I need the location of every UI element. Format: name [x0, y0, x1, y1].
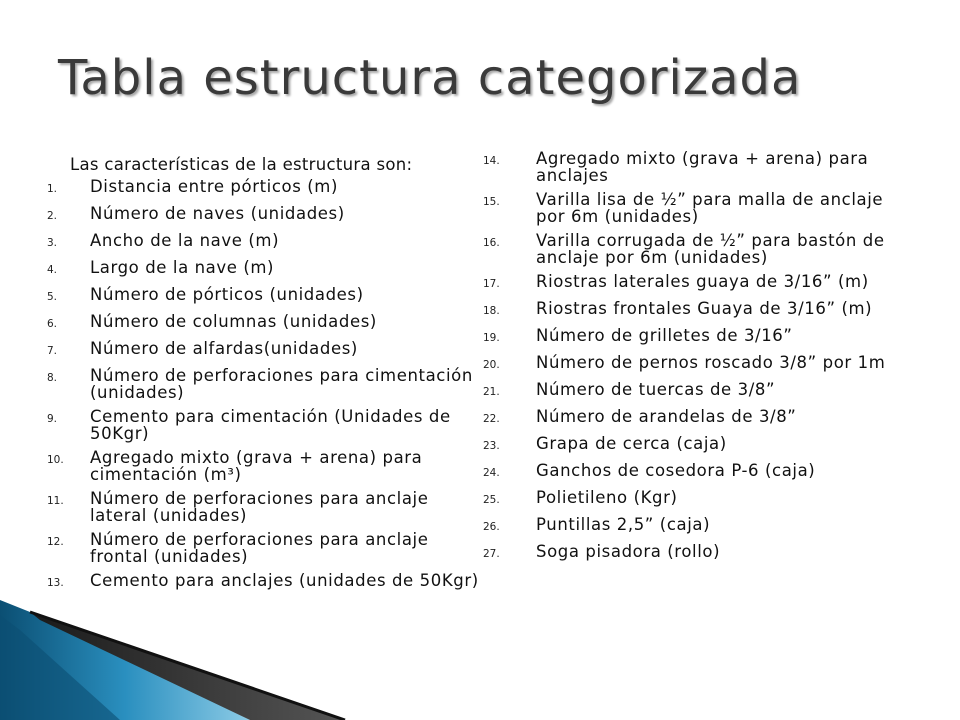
item-text: Número de pernos roscado 3/8” por 1m	[536, 353, 886, 372]
item-text: Número de perforaciones para anclaje frontal (unidades)	[90, 530, 429, 566]
list-item	[478, 462, 918, 482]
left-item-list	[40, 178, 480, 592]
list-item	[40, 490, 480, 524]
item-number: 8.	[47, 372, 58, 384]
item-number: 9.	[47, 413, 58, 425]
item-text: Cemento para anclajes (unidades de 50Kgr)	[90, 571, 479, 590]
intro-text: Las características de la estructura son:	[70, 155, 413, 174]
item-number: 6.	[47, 318, 58, 330]
list-item	[40, 313, 480, 333]
item-text: Soga pisadora (rollo)	[536, 542, 721, 561]
item-number: 14.	[483, 155, 500, 167]
item-text: Número de naves (unidades)	[90, 204, 345, 223]
item-number: 17.	[483, 278, 500, 290]
item-number: 20.	[483, 359, 500, 371]
right-column	[478, 150, 918, 570]
item-number: 16.	[483, 237, 500, 249]
left-column	[40, 150, 480, 599]
item-text: Agregado mixto (grava + arena) para cimentación (m³)	[90, 448, 423, 484]
item-text: Número de columnas (unidades)	[90, 312, 377, 331]
list-item	[478, 489, 918, 509]
item-text: Largo de la nave (m)	[90, 258, 275, 277]
list-item	[478, 516, 918, 536]
item-number: 25.	[483, 494, 500, 506]
item-number: 27.	[483, 548, 500, 560]
item-number: 19.	[483, 332, 500, 344]
item-text: Cemento para cimentación (Unidades de 50Kgr)	[90, 407, 451, 443]
list-item	[40, 367, 480, 401]
item-text: Riostras frontales Guaya de 3/16” (m)	[536, 299, 873, 318]
item-text: Polietileno (Kgr)	[536, 488, 678, 507]
item-number: 24.	[483, 467, 500, 479]
item-number: 5.	[47, 291, 58, 303]
item-number: 7.	[47, 345, 58, 357]
item-text: Ancho de la nave (m)	[90, 231, 280, 250]
item-text: Número de alfardas(unidades)	[90, 339, 358, 358]
list-item	[40, 340, 480, 360]
item-number: 26.	[483, 521, 500, 533]
list-item	[478, 300, 918, 320]
item-number: 2.	[47, 210, 58, 222]
blue-swoosh-highlight	[0, 615, 120, 720]
item-text: Distancia entre pórticos (m)	[90, 177, 338, 196]
item-text: Número de perforaciones para cimentación (unidades)	[90, 366, 473, 402]
item-text: Número de grilletes de 3/16”	[536, 326, 793, 345]
item-text: Riostras laterales guaya de 3/16” (m)	[536, 272, 869, 291]
list-item	[40, 286, 480, 306]
list-item	[478, 232, 918, 266]
list-item	[478, 381, 918, 401]
item-text: Puntillas 2,5” (caja)	[536, 515, 711, 534]
item-number: 18.	[483, 305, 500, 317]
list-item	[40, 259, 480, 279]
blue-swoosh-shape	[0, 600, 250, 720]
list-item	[40, 408, 480, 442]
list-item	[40, 531, 480, 565]
item-text: Número de arandelas de 3/8”	[536, 407, 797, 426]
item-number: 13.	[47, 577, 64, 589]
list-item	[478, 273, 918, 293]
list-item	[478, 408, 918, 428]
list-item	[40, 232, 480, 252]
list-item	[478, 327, 918, 347]
item-text: Número de tuercas de 3/8”	[536, 380, 776, 399]
list-item	[40, 449, 480, 483]
right-item-list	[478, 150, 918, 563]
item-number: 4.	[47, 264, 58, 276]
list-item	[478, 191, 918, 225]
item-number: 11.	[47, 495, 64, 507]
list-item	[478, 354, 918, 374]
list-item	[40, 572, 480, 592]
item-text: Ganchos de cosedora P-6 (caja)	[536, 461, 816, 480]
item-text: Número de pórticos (unidades)	[90, 285, 364, 304]
item-text: Número de perforaciones para anclaje lateral (unidades)	[90, 489, 429, 525]
list-item	[478, 435, 918, 455]
item-number: 21.	[483, 386, 500, 398]
item-text: Varilla corrugada de ½” para bastón de anclaje por 6m (unidades)	[536, 231, 885, 267]
item-text: Agregado mixto (grava + arena) para anclajes	[536, 149, 869, 185]
item-number: 10.	[47, 454, 64, 466]
item-text: Grapa de cerca (caja)	[536, 434, 727, 453]
item-number: 23.	[483, 440, 500, 452]
swoosh-edge-line	[30, 612, 345, 720]
item-number: 15.	[483, 196, 500, 208]
page-title: Tabla estructura categorizada	[58, 50, 802, 106]
list-item	[478, 543, 918, 563]
item-number: 12.	[47, 536, 64, 548]
list-item	[478, 150, 918, 184]
list-item	[40, 178, 480, 198]
item-number: 1.	[47, 183, 58, 195]
list-item	[40, 205, 480, 225]
item-number: 22.	[483, 413, 500, 425]
item-text: Varilla lisa de ½” para malla de anclaje por 6m (unidades)	[536, 190, 884, 226]
dark-swoosh-shape	[30, 612, 345, 720]
item-number: 3.	[47, 237, 58, 249]
